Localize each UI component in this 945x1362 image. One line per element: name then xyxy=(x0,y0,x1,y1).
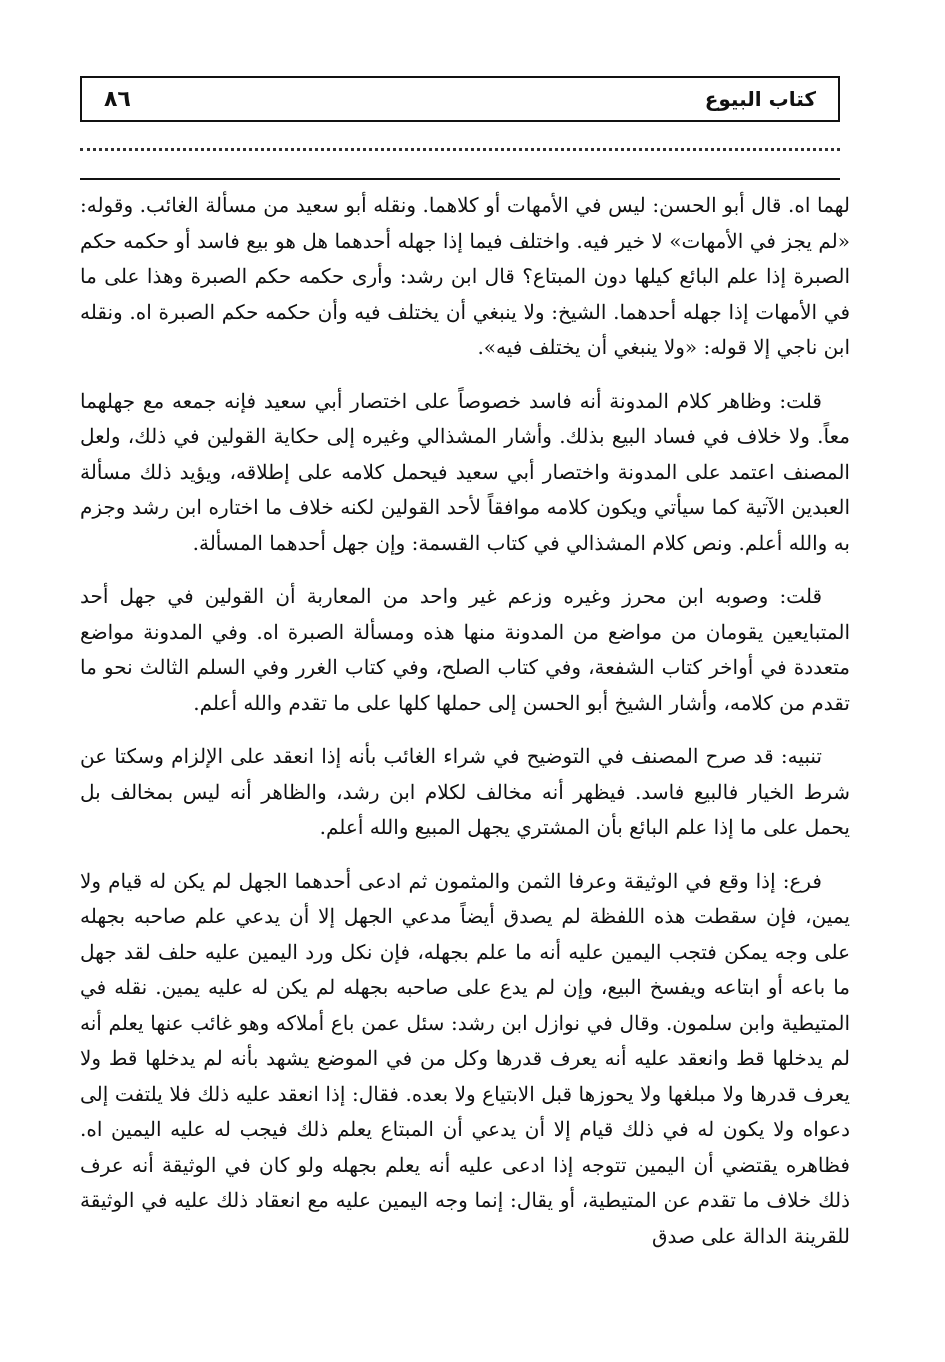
header-rule xyxy=(80,178,840,180)
paragraph-tanbih: تنبيه: قد صرح المصنف في التوضيح في شراء الغائب بأنه إذا انعقد على الإلزام وسكتا عن شرط الخيار فالبيع فاسد. فيظهر أنه مخالف لكلام ابن رشد، والظاهر أنه ليس بمخالف بل يحمل على ما إذا علم البائع بأن المشتري يجهل المبيع والله أعلم. xyxy=(80,744,850,839)
body-text xyxy=(80,188,850,1272)
page-header xyxy=(80,76,840,122)
page-number: ٨٦ xyxy=(104,86,131,112)
book-title: كتاب البيوع xyxy=(704,87,816,111)
paragraph-qult-1: قلت: وظاهر كلام المدونة أنه فاسد خصوصاً على اختصار أبي سعيد فإنه جمعه مع جهلهما معاً. ولا خلاف في فساد البيع بذلك. وأشار المشذالي وغيره إلى حكاية القولين في ذلك، ولعل المصنف اعتمد على المدونة واختصار أبي سعيد فيحمل كلامه على إطلاقه، ويؤيد ذلك مسألة العبدين الآتية كما سيأتي ويكون كلامه موافقاً لأحد القولين لكنه خلاف ما اختاره ابن رشد وجزم به والله أعلم. ونص كلام المشذالي في كتاب القسمة: وإن جهل أحدهما المسألة. xyxy=(80,388,850,555)
paragraph-qult-2: قلت: وصوبه ابن محرز وغيره وزعم غير واحد من المعاربة أن القولين في جهل أحد المتبايعين يقومان من مواضع من المدونة منها هذه ومسألة الصبرة اه. وفي المدونة مواضع متعددة في أواخر كتاب الشفعة، وفي كتاب الصلح، وفي كتاب الغرر وفي السلم الثالث نحو ما تقدم من كلامه، وأشار الشيخ أبو الحسن إلى حملها كلها على ما تقدم والله أعلم. xyxy=(80,584,851,715)
paragraph-far: فرع: إذا وقع في الوثيقة وعرفا الثمن والمثمون ثم ادعى أحدهما الجهل لم يكن له قيام ولا يمين، فإن سقطت هذه اللفظة لم يصدق أيضاً مدعي الجهل إلا أن يدعي علم صاحبه بجهله على وجه يمكن فتجب اليمين عليه أنه ما علم بجهله، فإن نكل ورد اليمين عليه حلف لقد جهل ما باعه أو ابتاعه ويفسخ البيع، وإن لم يدع على صاحبه بجهله لم يكن له عليه يمين. نقله في المتيطية وابن سلمون. وقال في نوازل ابن رشد: سئل عمن باع أملاكه وهو غائب عنها يعلم أنه لم يدخلها قط وانعقد عليه أنه يعرف قدرها وكل من في الموضع يشهد بأنه لم يدخلها قط ولا يعرف قدرها ولا مبلغها ولا يحوزها قبل الابتياع ولا بعده. فقال: إذا انعقد عليه ذلك فلا يلتفت إلى دعواه ولا يكون له في ذلك قيام إلا أن يدعي أن المبتاع يعلم ذلك فيجب له عليه اليمين اه. فظاهره يقتضي أن اليمين تتوجه إذا ادعى عليه أنه يعلم بجهله ولو كان في الوثيقة أنه عرف ذلك خلاف ما تقدم عن المتيطية، أو يقال: إنما وجه اليمين عليه مع انعقاد ذلك عليه في الوثيقة للقرينة الدالة على صدق xyxy=(80,868,851,1248)
dotted-separator xyxy=(80,148,840,151)
paragraph-continuation: لهما اه. قال أبو الحسن: ليس في الأمهات أو كلاهما. ونقله أبو سعيد من مسألة الغائب. وقوله: «لم يجز في الأمهات» لا خير فيه. واختلف فيما إذا جهله أحدهما هل هو بيع فاسد أو حكمه حكم الصبرة إذا علم البائع كيلها دون المبتاع؟ قال ابن رشد: وأرى حكمه حكم الصبرة وهذا على ما في الأمهات إذا جهله أحدهما. الشيخ: ولا ينبغي أن يختلف فيه وأن حكمه حكم الصبرة اه. ونقله ابن ناجي إلا قوله: «ولا ينبغي أن يختلف فيه». xyxy=(80,193,850,359)
